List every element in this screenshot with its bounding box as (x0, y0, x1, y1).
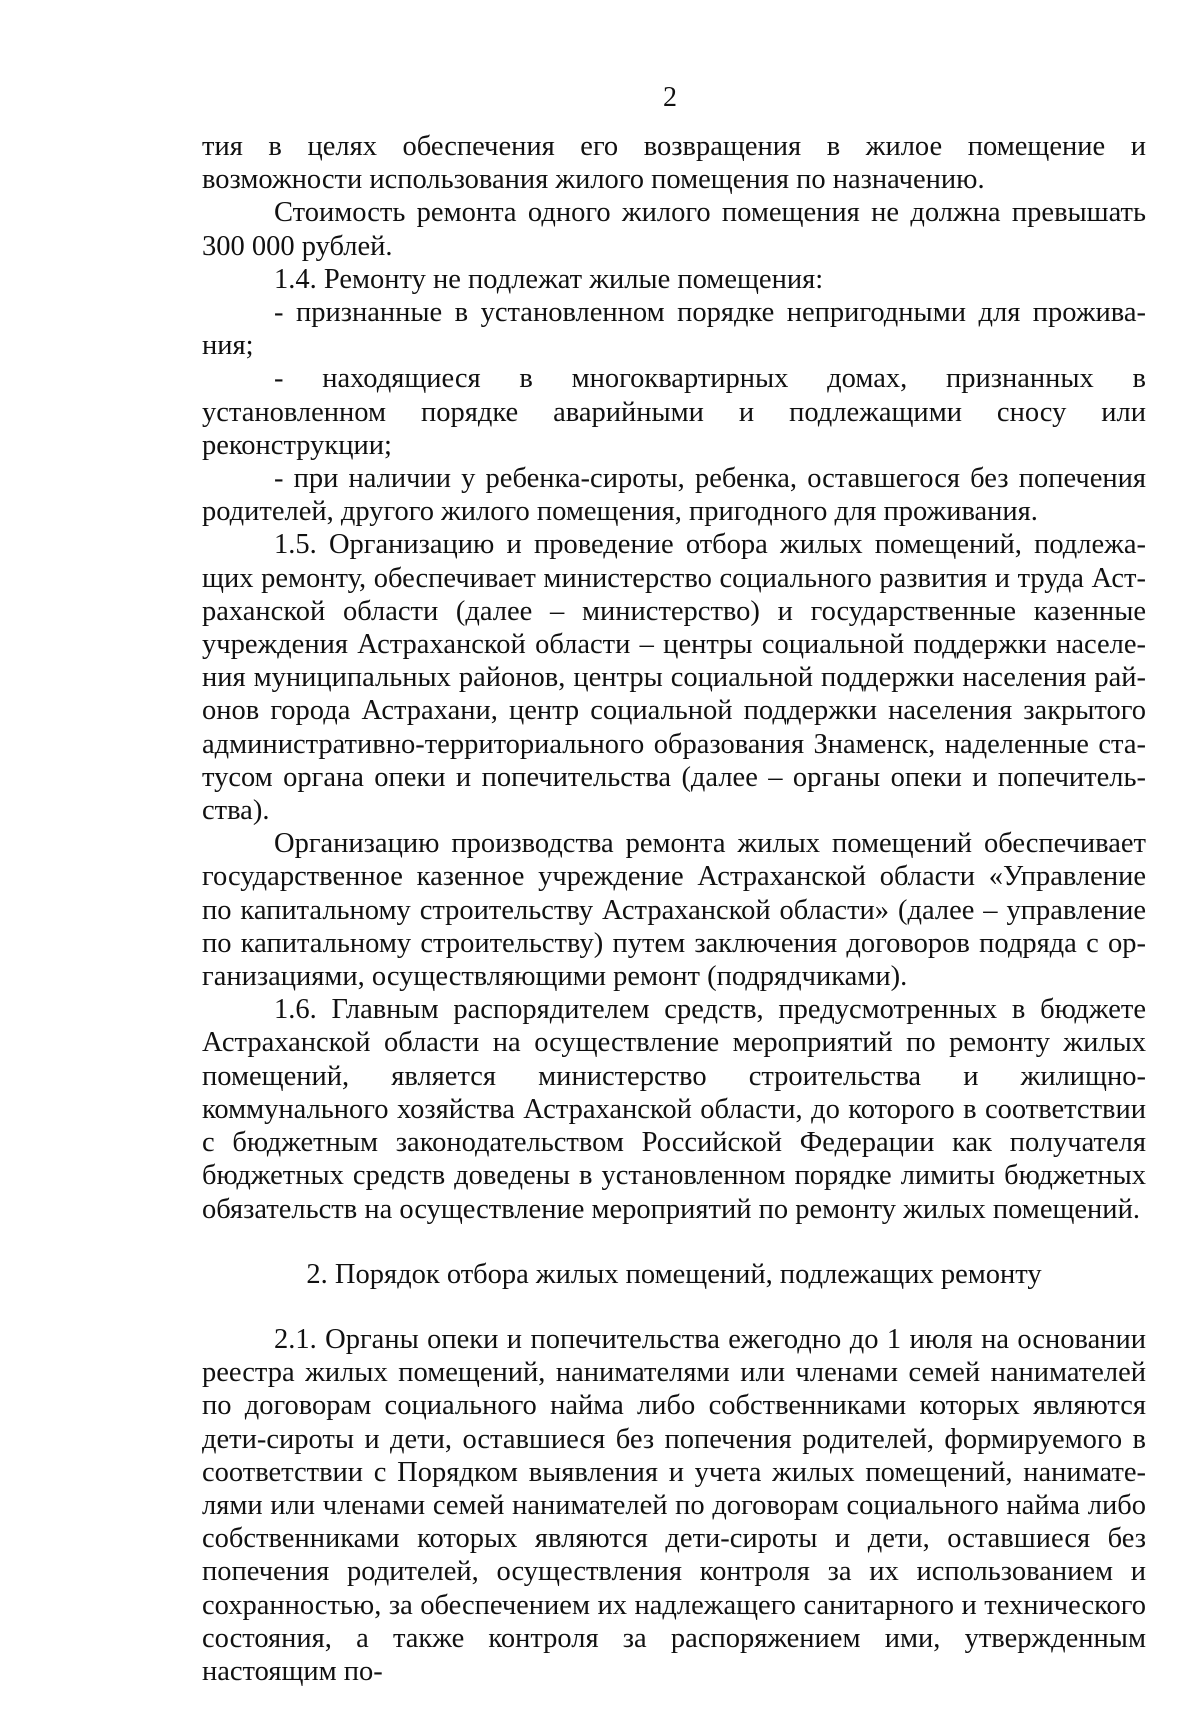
list-item-unfit: - признанные в установленном порядке непригодными для проживания; (202, 297, 1146, 362)
paragraph-1-5: 1.5. Организацию и проведение отбора жилых помещений, подлежащих ремонту, обеспечивает министерство социального развития и труда Астраханской области (далее – министерство) и государственные казенные учреждения Астраханской области – центры социальной поддержки населения муниципальных районов, центры социальной поддержки населения районов города Астрахани, центр социальной поддержки населения закрытого административно-территориального образования Знаменск, наделенные статусом органа опеки и попечительства (далее – органы опеки и попечительства). (202, 529, 1146, 827)
paragraph-2-1: 2.1. Органы опеки и попечительства ежегодно до 1 июля на основании реестра жилых помещений, нанимателями или членами семей нанимателей по договорам социального найма либо собственниками которых являются дети-сироты и дети, оставшиеся без попечения родителей, формируемого в соответствии с Порядком выявления и учета жилых помещений, нанимателями или членами семей нанимателей по договорам социального найма либо собственниками которых являются дети-сироты и дети, оставшиеся без попечения родителей, осуществления контроля за их использованием и сохранностью, за обеспечением их надлежащего санитарного и технического состояния, а также контроля за распоряжением ими, утвержденным настоящим по- (202, 1323, 1146, 1687)
page-number: 2 (663, 82, 677, 113)
list-item-emergency-buildings: - находящиеся в многоквартирных домах, признанных в установленном порядке аварийными и подлежащими сносу или реконструкции; (202, 363, 1146, 461)
paragraph-repair-organization: Организацию производства ремонта жилых помещений обеспечивает государственное казенное учреждение Астраханской области «Управление по капитальному строительству Астраханской области» (далее – управление по капитальному строительству) путем заключения договоров подряда с организациями, осуществляющими ремонт (подрядчиками). (202, 828, 1146, 993)
paragraph-repair-cost: Стоимость ремонта одного жилого помещения не должна превышать 300 000 рублей. (202, 197, 1146, 262)
section-heading-2: 2. Порядок отбора жилых помещений, подлежащих ремонту (306, 1258, 1042, 1290)
document-body (202, 130, 1146, 1688)
list-item-other-housing: - при наличии у ребенка-сироты, ребенка, оставшегося без попечения родителей, другого жилого помещения, пригодного для проживания. (202, 463, 1146, 528)
paragraph-continuation: тия в целях обеспечения его возвращения в жилое помещение и возможности использования жилого помещения по назначению. (202, 131, 1146, 196)
paragraph-1-4: 1.4. Ремонту не подлежат жилые помещения: (274, 263, 824, 295)
paragraph-1-6: 1.6. Главным распорядителем средств, предусмотренных в бюджете Астраханской области на осуществление мероприятий по ремонту жилых помещений, является министерство строительства и жилищно-коммунального хозяйства Астраханской области, до которого в соответствии с бюджетным законодательством Российской Федерации как получателя бюджетных средств доведены в установленном порядке лимиты бюджетных обязательств на осуществление мероприятий по ремонту жилых помещений. (202, 994, 1146, 1225)
